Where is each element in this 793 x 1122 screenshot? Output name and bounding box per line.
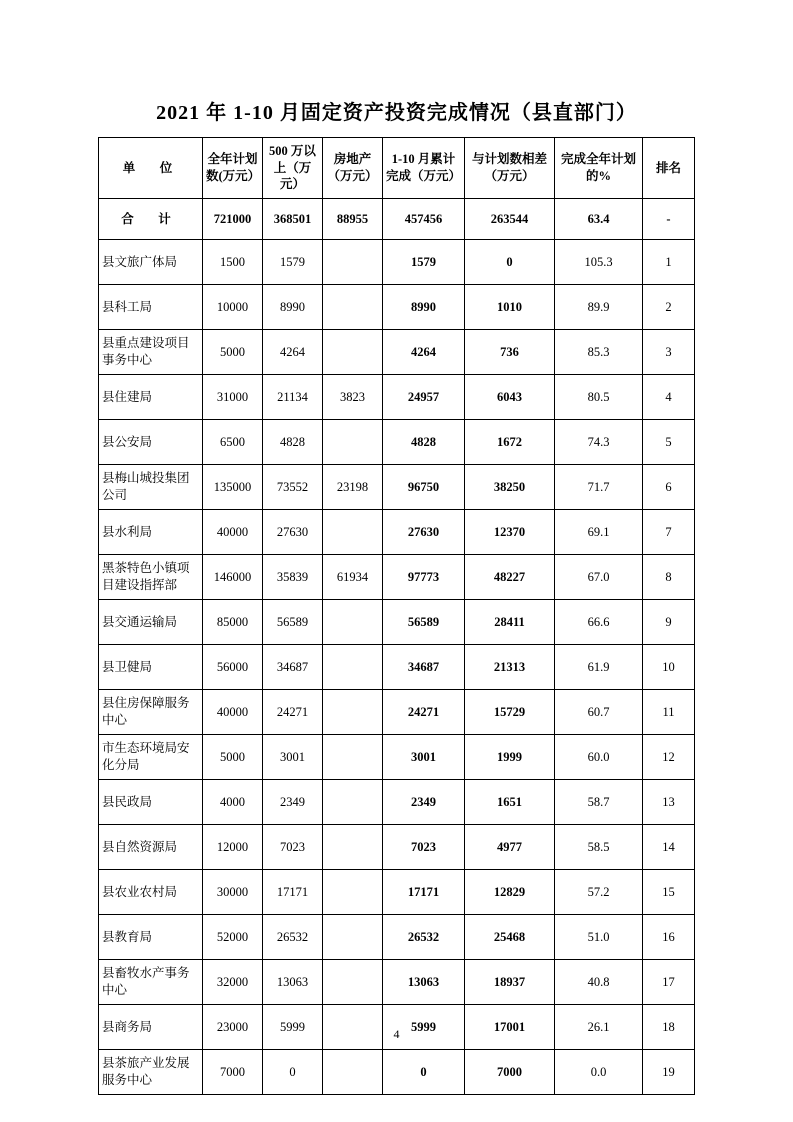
table-row [99, 870, 695, 915]
cell-annual-plan: 32000 [203, 960, 263, 1005]
cell-real-estate [323, 735, 383, 780]
table-row [99, 600, 695, 645]
column-header-annual-plan: 全年计划数(万元） [203, 138, 263, 199]
cell-real-estate: 3823 [323, 375, 383, 420]
cell-percent: 74.3 [555, 420, 643, 465]
cell-rank: 1 [643, 240, 695, 285]
cell-completed: 34687 [383, 645, 465, 690]
cell-difference: 6043 [465, 375, 555, 420]
cell-percent: 105.3 [555, 240, 643, 285]
cell-percent: 40.8 [555, 960, 643, 1005]
table-row [99, 240, 695, 285]
cell-unit: 县住建局 [99, 375, 203, 420]
cell-real-estate: 23198 [323, 465, 383, 510]
page-title: 2021 年 1-10 月固定资产投资完成情况（县直部门） [156, 102, 637, 124]
cell-above-500: 4828 [263, 420, 323, 465]
cell-completed: 56589 [383, 600, 465, 645]
column-header-above-500: 500 万以上（万元） [263, 138, 323, 199]
table-header-row [99, 138, 695, 199]
cell-above-500: 21134 [263, 375, 323, 420]
table-row [99, 780, 695, 825]
cell-difference: 15729 [465, 690, 555, 735]
cell-above-500: 3001 [263, 735, 323, 780]
cell-completed: 96750 [383, 465, 465, 510]
cell-completed: 13063 [383, 960, 465, 1005]
cell-percent: 85.3 [555, 330, 643, 375]
cell-real-estate [323, 330, 383, 375]
cell-difference: 736 [465, 330, 555, 375]
column-header-unit: 单 位 [99, 138, 203, 199]
table-row [99, 555, 695, 600]
cell-unit: 县畜牧水产事务中心 [99, 960, 203, 1005]
column-header-completed: 1-10 月累计完成（万元） [383, 138, 465, 199]
cell-annual-plan: 12000 [203, 825, 263, 870]
table-row [99, 690, 695, 735]
cell-difference: 0 [465, 240, 555, 285]
cell-real-estate [323, 285, 383, 330]
cell-unit: 县农业农村局 [99, 870, 203, 915]
table-row [99, 510, 695, 555]
cell-rank: 19 [643, 1050, 695, 1095]
cell-difference: 21313 [465, 645, 555, 690]
table-row [99, 465, 695, 510]
cell-rank: 3 [643, 330, 695, 375]
cell-difference: 48227 [465, 555, 555, 600]
table-row-total [99, 199, 695, 240]
column-header-difference: 与计划数相差（万元） [465, 138, 555, 199]
cell-rank: 16 [643, 915, 695, 960]
cell-annual-plan: 7000 [203, 1050, 263, 1095]
cell-completed: 1579 [383, 240, 465, 285]
cell-real-estate [323, 870, 383, 915]
total-annual-plan: 721000 [203, 199, 263, 240]
cell-difference: 1010 [465, 285, 555, 330]
cell-completed: 17171 [383, 870, 465, 915]
cell-above-500: 24271 [263, 690, 323, 735]
cell-percent: 0.0 [555, 1050, 643, 1095]
cell-above-500: 56589 [263, 600, 323, 645]
cell-rank: 9 [643, 600, 695, 645]
column-header-real-estate: 房地产（万元） [323, 138, 383, 199]
cell-difference: 12829 [465, 870, 555, 915]
cell-annual-plan: 1500 [203, 240, 263, 285]
cell-percent: 58.5 [555, 825, 643, 870]
table-row [99, 420, 695, 465]
cell-difference: 38250 [465, 465, 555, 510]
cell-above-500: 2349 [263, 780, 323, 825]
cell-rank: 4 [643, 375, 695, 420]
cell-real-estate [323, 690, 383, 735]
cell-real-estate [323, 1050, 383, 1095]
cell-difference: 1651 [465, 780, 555, 825]
cell-annual-plan: 85000 [203, 600, 263, 645]
total-percent: 63.4 [555, 199, 643, 240]
cell-above-500: 5999 [263, 1005, 323, 1050]
cell-completed: 5999 [383, 1005, 465, 1050]
cell-completed: 4828 [383, 420, 465, 465]
cell-completed: 3001 [383, 735, 465, 780]
cell-real-estate [323, 600, 383, 645]
cell-annual-plan: 31000 [203, 375, 263, 420]
table-row [99, 645, 695, 690]
cell-above-500: 13063 [263, 960, 323, 1005]
cell-rank: 18 [643, 1005, 695, 1050]
cell-percent: 57.2 [555, 870, 643, 915]
cell-rank: 6 [643, 465, 695, 510]
cell-difference: 12370 [465, 510, 555, 555]
cell-above-500: 26532 [263, 915, 323, 960]
cell-percent: 51.0 [555, 915, 643, 960]
cell-percent: 66.6 [555, 600, 643, 645]
cell-annual-plan: 52000 [203, 915, 263, 960]
cell-annual-plan: 40000 [203, 510, 263, 555]
cell-unit: 黑茶特色小镇项目建设指挥部 [99, 555, 203, 600]
table-row [99, 330, 695, 375]
cell-real-estate [323, 645, 383, 690]
total-label: 合 计 [99, 199, 203, 240]
cell-unit: 县水利局 [99, 510, 203, 555]
cell-rank: 10 [643, 645, 695, 690]
total-completed: 457456 [383, 199, 465, 240]
table-row [99, 735, 695, 780]
cell-above-500: 7023 [263, 825, 323, 870]
cell-unit: 县重点建设项目事务中心 [99, 330, 203, 375]
cell-percent: 71.7 [555, 465, 643, 510]
cell-unit: 县民政局 [99, 780, 203, 825]
cell-percent: 67.0 [555, 555, 643, 600]
cell-above-500: 1579 [263, 240, 323, 285]
cell-annual-plan: 5000 [203, 735, 263, 780]
cell-above-500: 73552 [263, 465, 323, 510]
cell-difference: 25468 [465, 915, 555, 960]
cell-real-estate [323, 825, 383, 870]
table-row [99, 825, 695, 870]
column-header-percent: 完成全年计划的% [555, 138, 643, 199]
cell-rank: 13 [643, 780, 695, 825]
cell-unit: 县公安局 [99, 420, 203, 465]
cell-annual-plan: 135000 [203, 465, 263, 510]
cell-rank: 5 [643, 420, 695, 465]
cell-annual-plan: 56000 [203, 645, 263, 690]
cell-difference: 1672 [465, 420, 555, 465]
cell-percent: 80.5 [555, 375, 643, 420]
cell-difference: 17001 [465, 1005, 555, 1050]
cell-annual-plan: 40000 [203, 690, 263, 735]
cell-unit: 县科工局 [99, 285, 203, 330]
cell-difference: 4977 [465, 825, 555, 870]
cell-rank: 7 [643, 510, 695, 555]
cell-completed: 7023 [383, 825, 465, 870]
cell-annual-plan: 30000 [203, 870, 263, 915]
table-row [99, 960, 695, 1005]
cell-above-500: 27630 [263, 510, 323, 555]
cell-percent: 58.7 [555, 780, 643, 825]
cell-completed: 27630 [383, 510, 465, 555]
cell-rank: 8 [643, 555, 695, 600]
investment-table [98, 137, 695, 1095]
table-row [99, 285, 695, 330]
cell-annual-plan: 5000 [203, 330, 263, 375]
table-row [99, 915, 695, 960]
cell-completed: 8990 [383, 285, 465, 330]
cell-rank: 12 [643, 735, 695, 780]
cell-unit: 县交通运输局 [99, 600, 203, 645]
cell-real-estate [323, 960, 383, 1005]
cell-percent: 61.9 [555, 645, 643, 690]
cell-rank: 14 [643, 825, 695, 870]
cell-rank: 17 [643, 960, 695, 1005]
page-number: 4 [393, 1027, 400, 1041]
cell-completed: 4264 [383, 330, 465, 375]
table-row [99, 375, 695, 420]
cell-completed: 2349 [383, 780, 465, 825]
cell-unit: 县文旅广体局 [99, 240, 203, 285]
cell-percent: 26.1 [555, 1005, 643, 1050]
cell-real-estate [323, 915, 383, 960]
cell-unit: 县教育局 [99, 915, 203, 960]
cell-real-estate [323, 240, 383, 285]
cell-real-estate: 61934 [323, 555, 383, 600]
cell-unit: 县住房保障服务中心 [99, 690, 203, 735]
cell-difference: 28411 [465, 600, 555, 645]
cell-above-500: 8990 [263, 285, 323, 330]
cell-above-500: 4264 [263, 330, 323, 375]
cell-percent: 60.0 [555, 735, 643, 780]
cell-above-500: 34687 [263, 645, 323, 690]
cell-unit: 县自然资源局 [99, 825, 203, 870]
cell-unit: 县茶旅产业发展服务中心 [99, 1050, 203, 1095]
cell-unit: 县梅山城投集团公司 [99, 465, 203, 510]
cell-difference: 7000 [465, 1050, 555, 1095]
cell-above-500: 17171 [263, 870, 323, 915]
total-rank: - [643, 199, 695, 240]
cell-annual-plan: 4000 [203, 780, 263, 825]
cell-rank: 15 [643, 870, 695, 915]
cell-real-estate [323, 780, 383, 825]
total-difference: 263544 [465, 199, 555, 240]
cell-completed: 24957 [383, 375, 465, 420]
cell-difference: 1999 [465, 735, 555, 780]
cell-completed: 26532 [383, 915, 465, 960]
cell-above-500: 35839 [263, 555, 323, 600]
total-real-estate: 88955 [323, 199, 383, 240]
cell-percent: 69.1 [555, 510, 643, 555]
cell-above-500: 0 [263, 1050, 323, 1095]
cell-real-estate [323, 420, 383, 465]
cell-completed: 0 [383, 1050, 465, 1095]
cell-percent: 89.9 [555, 285, 643, 330]
cell-completed: 24271 [383, 690, 465, 735]
cell-unit: 市生态环境局安化分局 [99, 735, 203, 780]
table-row [99, 1050, 695, 1095]
cell-unit: 县商务局 [99, 1005, 203, 1050]
cell-percent: 60.7 [555, 690, 643, 735]
cell-unit: 县卫健局 [99, 645, 203, 690]
cell-difference: 18937 [465, 960, 555, 1005]
cell-completed: 97773 [383, 555, 465, 600]
total-above-500: 368501 [263, 199, 323, 240]
cell-rank: 2 [643, 285, 695, 330]
cell-annual-plan: 6500 [203, 420, 263, 465]
cell-annual-plan: 146000 [203, 555, 263, 600]
cell-real-estate [323, 510, 383, 555]
column-header-rank: 排名 [643, 138, 695, 199]
cell-rank: 11 [643, 690, 695, 735]
cell-annual-plan: 10000 [203, 285, 263, 330]
table-body [99, 199, 695, 1095]
table-header [99, 138, 695, 199]
cell-annual-plan: 23000 [203, 1005, 263, 1050]
